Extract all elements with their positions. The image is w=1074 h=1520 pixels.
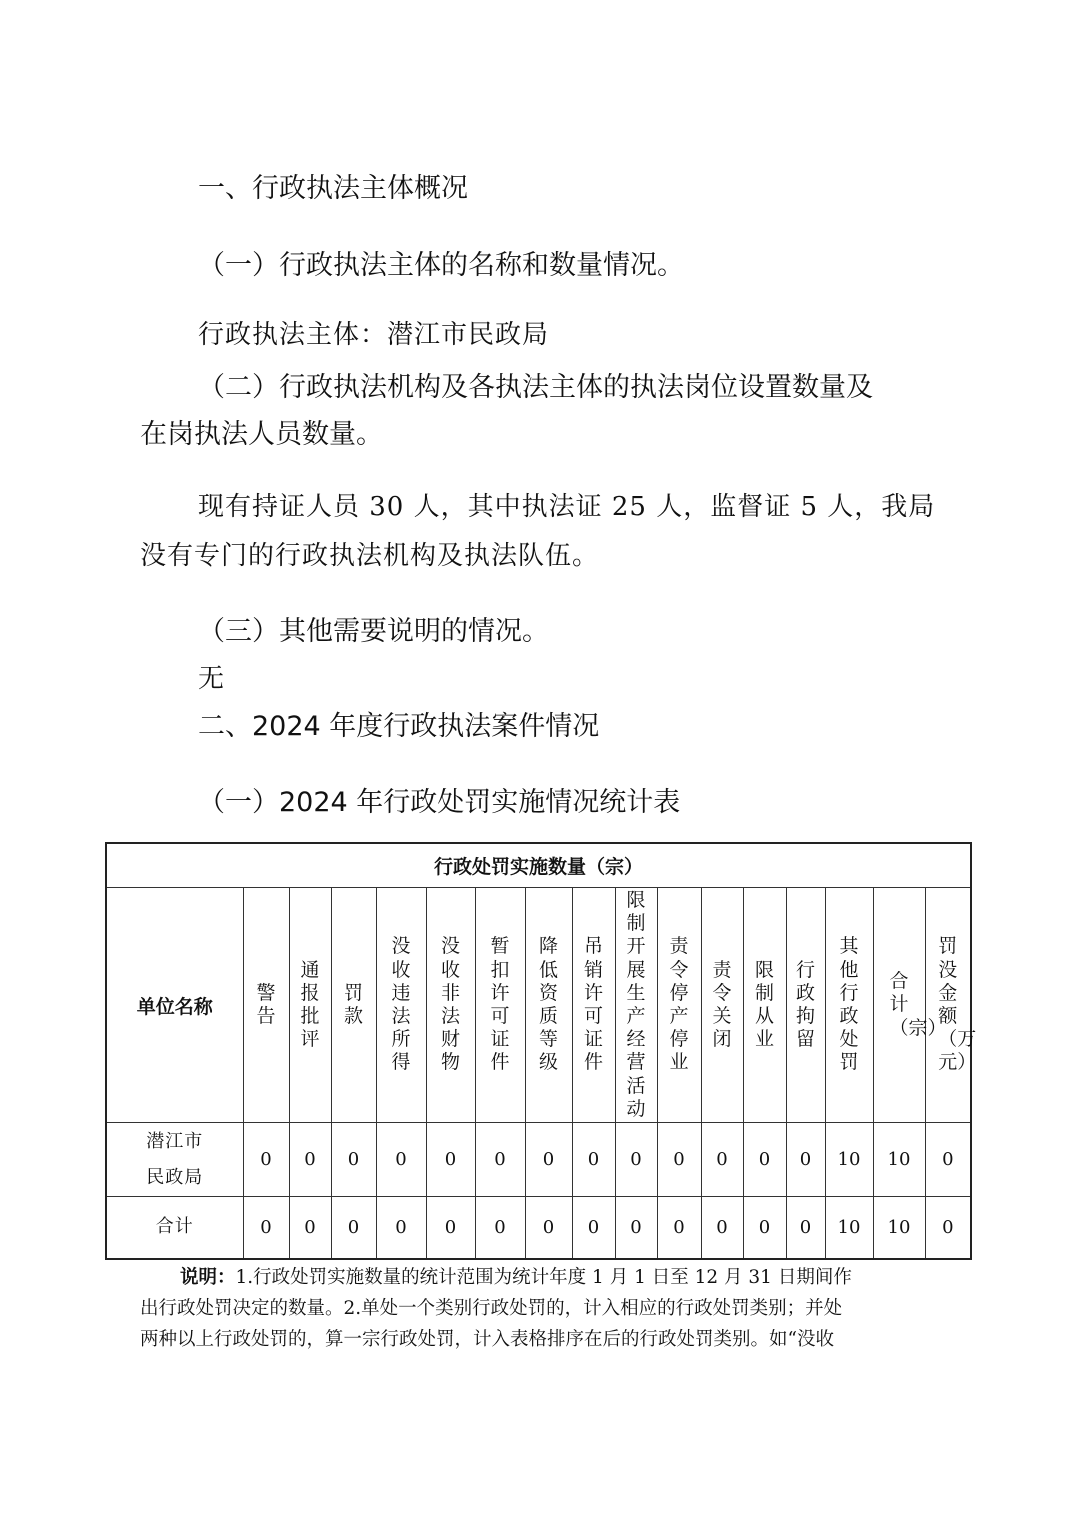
table-cell: 0 [657, 1197, 701, 1259]
penalty-statistics-table [105, 842, 977, 1260]
col-header-administrative-detention: 行政拘留 [786, 888, 825, 1123]
col-header-restrict-production: 限制开展生产经营活动 [615, 888, 657, 1123]
col-header-confiscate-illegal-property: 没收非法财物 [426, 888, 475, 1123]
table-cell: 0 [786, 1197, 825, 1259]
table-cell: 0 [426, 1123, 475, 1197]
table-note-line3: 两种以上行政处罚的，算一宗行政处罚，计入表格排序在后的行政处罚类别。如“没收 [140, 1329, 834, 1350]
col-header-order-closure: 责令关闭 [701, 888, 743, 1123]
table-row [106, 1123, 971, 1197]
table-cell: 0 [525, 1123, 572, 1197]
table-cell: 0 [331, 1123, 376, 1197]
table-cell: 0 [925, 1123, 971, 1197]
col-header-revoke-license: 吊销许可证件 [572, 888, 615, 1123]
table-cell: 0 [475, 1123, 525, 1197]
table-cell: 0 [475, 1197, 525, 1259]
table-cell: 0 [426, 1197, 475, 1259]
col-header-confiscate-illegal-gains: 没收违法所得 [376, 888, 426, 1123]
table-cell: 0 [786, 1123, 825, 1197]
col-header-other-penalties: 其他行政处罚 [825, 888, 873, 1123]
table-cell: 0 [243, 1197, 289, 1259]
table-title: （一）2024 年行政处罚实施情况统计表 [198, 787, 681, 818]
col-header-suspend-license: 暂扣许可证件 [475, 888, 525, 1123]
table-cell: 0 [615, 1123, 657, 1197]
col-header-total-cases: 合计 （宗） [873, 888, 925, 1123]
table-cell: 0 [701, 1123, 743, 1197]
table-cell: 0 [376, 1197, 426, 1259]
table-cell: 0 [615, 1197, 657, 1259]
table-cell: 0 [289, 1123, 331, 1197]
table-cell: 0 [925, 1197, 971, 1259]
col-header-fine: 罚款 [331, 888, 376, 1123]
table-cell: 0 [376, 1123, 426, 1197]
table-cell: 0 [743, 1197, 786, 1259]
staff-paragraph-line1: 现有持证人员 30 人，其中执法证 25 人，监督证 5 人，我局 [198, 492, 936, 522]
table-note-line2: 出行政处罚决定的数量。2.单处一个类别行政处罚的，计入相应的行政处罚类别；并处 [140, 1298, 843, 1319]
table-cell: 0 [657, 1123, 701, 1197]
subsection-2-title-line2: 在岗执法人员数量。 [140, 419, 383, 450]
enforcement-subject-line: 行政执法主体：潜江市民政局 [198, 320, 550, 350]
subsection-1-title: （一）行政执法主体的名称和数量情况。 [198, 250, 684, 281]
col-header-public-criticism: 通报批评 [289, 888, 331, 1123]
table-total-row [106, 1197, 971, 1259]
staff-paragraph-line2: 没有专门的行政执法机构及执法队伍。 [140, 541, 600, 571]
table-cell: 0 [525, 1197, 572, 1259]
col-header-warning: 警告 [243, 888, 289, 1123]
unit-name-header: 单位名称 [106, 888, 243, 1123]
table-group-header: 行政处罚实施数量（宗） [106, 843, 971, 888]
table-cell: 10 [825, 1197, 873, 1259]
col-header-restrict-practice: 限制从业 [743, 888, 786, 1123]
unit-name-cell: 潜江市 民政局 [106, 1123, 243, 1197]
subsection-3-title: （三）其他需要说明的情况。 [198, 616, 549, 647]
table-cell: 10 [873, 1197, 925, 1259]
table-cell: 0 [243, 1123, 289, 1197]
section-2-title: 二、2024 年度行政执法案件情况 [198, 711, 600, 742]
section-1-title: 一、行政执法主体概况 [198, 173, 468, 204]
subsection-3-text: 无 [198, 664, 226, 694]
total-label-cell: 合计 [106, 1197, 243, 1259]
table-cell: 10 [825, 1123, 873, 1197]
table-cell: 0 [289, 1197, 331, 1259]
table-cell: 10 [873, 1123, 925, 1197]
table-cell: 0 [331, 1197, 376, 1259]
table-cell: 0 [743, 1123, 786, 1197]
table-note-line1: 说明：1.行政处罚实施数量的统计范围为统计年度 1 月 1 日至 12 月 31 日期间作 [180, 1267, 852, 1288]
note-label: 说明： [180, 1267, 236, 1288]
table-cell: 0 [572, 1197, 615, 1259]
col-header-forfeiture-amount: 罚没金额（万元） [925, 888, 971, 1123]
table-cell: 0 [572, 1123, 615, 1197]
subsection-2-title-line1: （二）行政执法机构及各执法主体的执法岗位设置数量及 [198, 372, 873, 403]
col-header-order-suspension: 责令停产停业 [657, 888, 701, 1123]
table-cell: 0 [701, 1197, 743, 1259]
col-header-lower-qualification: 降低资质等级 [525, 888, 572, 1123]
